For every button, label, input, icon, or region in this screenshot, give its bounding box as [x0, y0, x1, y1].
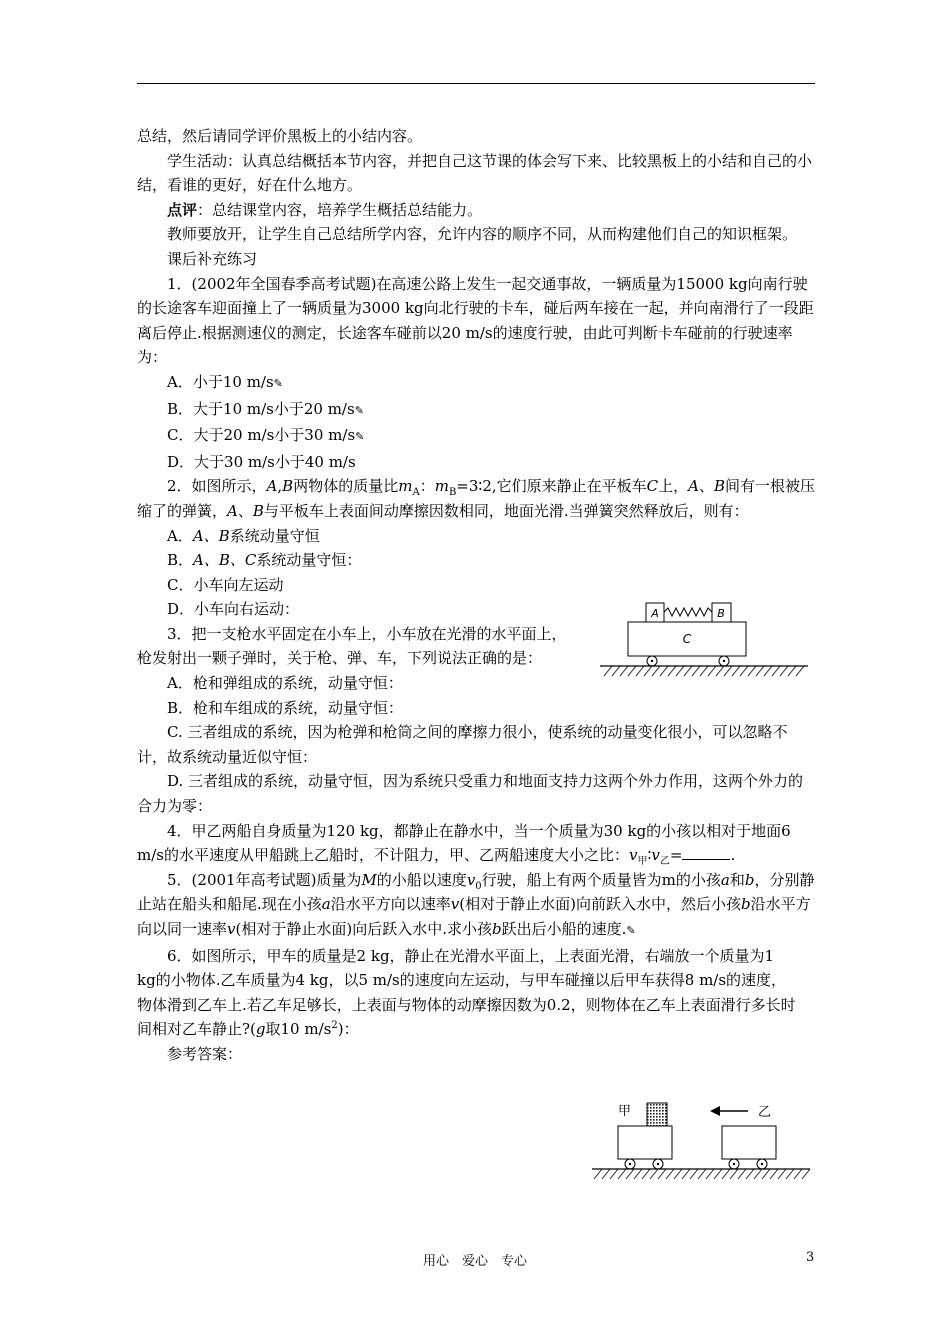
q2-option-a: A．A、B系统动量守恒	[167, 526, 320, 545]
q2-option-c: C．小车向左运动	[167, 575, 284, 594]
block-b-label: B	[717, 607, 725, 620]
comment-paragraph	[137, 198, 817, 223]
spring	[664, 608, 712, 616]
answer-blank	[682, 845, 730, 860]
question-1: 1．(2002年全国春季高考试题)在高速公路上发生一起交通事故，一辆质量为15000 kg向南行驶的长途客车迎面撞上了一辆质量为3000 kg向北行驶的卡车，碰后两车接在一起，并向南滑行了一段距离后停止.根据测速仪的测定，长途客车碰前以20 m/s的速度行驶，由此可判断卡车碰前的行驶速率为：	[137, 274, 814, 367]
mark-icon: ✎	[626, 924, 636, 937]
car-yi-label: 乙	[758, 1105, 772, 1120]
question-6: 6．如图所示，甲车的质量是2 kg，静止在光滑水平面上，上表面光滑，右端放一个质量为1 kg的小物体.乙车质量为4 kg，以5 m/s的速度向左运动，与甲车碰撞以后甲车获得8 m/s的速度，物体滑到乙车上.若乙车足够长，上表面与物体的动摩擦因数为0.2，则物体在乙车上表面滑行多长时间相对乙车静止?(g取10 $m/s^2$)：	[137, 946, 796, 1039]
car-yi	[722, 1126, 776, 1159]
q1-option-a: A．小于10 m/s✎	[167, 372, 283, 391]
comment-label: 点评	[167, 200, 198, 219]
mark-icon: ✎	[273, 376, 283, 390]
ground-hatching	[604, 666, 804, 676]
comment-text: ：总结课堂内容，培养学生概括总结能力。	[197, 200, 483, 219]
header-rule	[137, 83, 815, 84]
student-activity-paragraph: 学生活动：认真总结概括本节内容，并把自己这节课的体会写下来、比较黑板上的小结和自己的小结，看谁的更好，好在什么地方。	[137, 151, 813, 195]
question-3: 3．把一支枪水平固定在小车上，小车放在光滑的水平面上，枪发射出一颗子弹时，关于枪、弹、车，下列说法正确的是：	[137, 624, 567, 668]
q2-option-d: D．小车向右运动：	[167, 600, 300, 619]
exercise-heading: 课后补充练习	[167, 249, 258, 268]
ground-hatching	[594, 1169, 810, 1179]
question-2: 2．如图所示，A,B两物体的质量比$m_A$：$m_B=3∶2$,它们原来静止在平板车C上，A、B间有一根被压缩了的弹簧，A、B与平板车上表面间动摩擦因数相同，地面光滑.当弹簧突然释放后，则有：	[137, 477, 816, 520]
arrow-head-icon	[710, 1106, 720, 1116]
car-jia	[618, 1126, 672, 1159]
mark-icon: ✎	[354, 403, 364, 417]
answer-heading: 参考答案：	[167, 1044, 243, 1063]
q3-option-a: A．枪和弹组成的系统，动量守恒：	[167, 674, 403, 693]
small-object	[647, 1103, 667, 1126]
car-jia-label: 甲	[618, 1104, 632, 1119]
question-4: 4．甲乙两船自身质量为120 kg，都静止在静水中，当一个质量为30 kg的小孩以相对于地面6 m/s的水平速度从甲船跳上乙船时，不计阻力，甲、乙两船速度大小之比：$v_甲∶v_乙=$ .	[137, 821, 791, 868]
q3-option-c: C. 三者组成的系统，因为枪弹和枪筒之间的摩擦力很小，使系统的动量变化很小，可以忽略不计，故系统动量近似守恒：	[137, 723, 788, 766]
block-a-label: A	[651, 607, 659, 620]
figure-cart-with-blocks	[598, 600, 810, 682]
q3-option-d: D. 三者组成的系统，动量守恒，因为系统只受重力和地面支持力这两个外力作用，这两个外力的合力为零：	[137, 772, 804, 816]
q1-option-b: B．大于10 m/s小于20 m/s✎	[167, 399, 364, 418]
q3-option-b: B．枪和车组成的系统，动量守恒：	[167, 698, 404, 717]
mark-icon: ✎	[355, 430, 365, 444]
summary-paragraph: 总结，然后请同学评价黑板上的小结内容。	[137, 127, 423, 145]
page-number: 3	[806, 1250, 815, 1265]
figure-two-cars	[590, 1095, 812, 1187]
page-footer: 用心 爱心 专心	[422, 1254, 527, 1269]
page-content	[137, 124, 817, 1067]
question-5: 5．(2001年高考试题)质量为M的小船以速度$v_0$行驶，船上有两个质量皆为m的小孩a和b，分别静止站在船头和船尾.现在小孩a沿水平方向以速率v(相对于静止水面)向前跃入水中，然后小孩b沿水平方向以同一速率v(相对于静止水面)向后跃入水中.求小孩b跃出后小船的速度.✎	[137, 870, 815, 938]
q2-option-b: B．A、B、C系统动量守恒：	[167, 551, 362, 570]
q1-option-d: D．大于30 m/s小于40 m/s	[167, 452, 356, 471]
teacher-paragraph: 教师要放开，让学生自己总结所学内容，允许内容的顺序不同，从而构建他们自己的知识框架。	[167, 225, 798, 244]
q1-option-c: C．大于20 m/s小于30 m/s✎	[167, 426, 365, 445]
cart-c-label: C	[682, 632, 692, 646]
